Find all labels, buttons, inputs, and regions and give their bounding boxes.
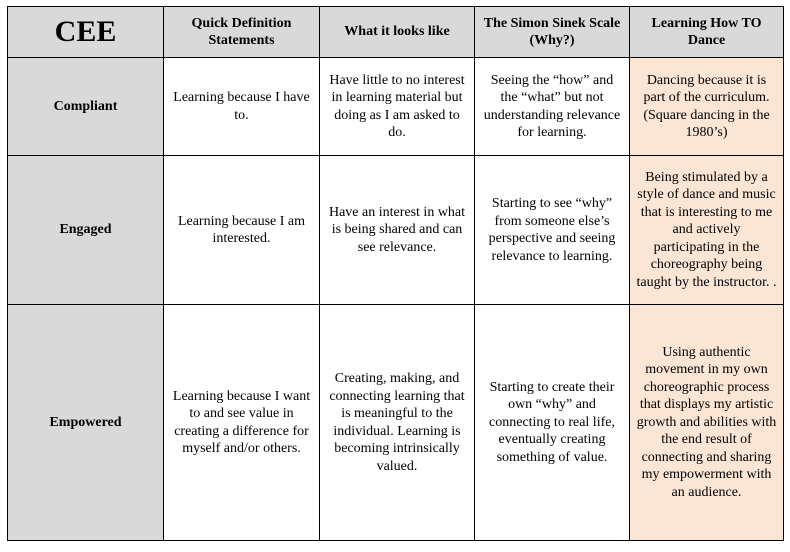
table-row-engaged — [8, 156, 784, 305]
column-header-sinek-scale: The Simon Sinek Scale (Why?) — [475, 7, 630, 58]
column-header-definition: Quick Definition Statements — [164, 7, 320, 58]
cell-sinek-engaged: Starting to see “why” from someone else’s perspective and seeing relevance to learning. — [475, 156, 630, 305]
cell-definition-compliant: Learning because I have to. — [164, 58, 320, 156]
row-label-empowered: Empowered — [8, 305, 164, 541]
header-row — [8, 7, 784, 58]
cell-dance-empowered: Using authentic movement in my own choreographic process that displays my artistic growth and abilities with the end result of connecting and sharing my empowerment with an audience. — [630, 305, 784, 541]
cell-dance-compliant: Dancing because it is part of the curriculum. (Square dancing in the 1980’s) — [630, 58, 784, 156]
cell-definition-empowered: Learning because I want to and see value in creating a difference for myself and/or others. — [164, 305, 320, 541]
row-label-engaged: Engaged — [8, 156, 164, 305]
cell-dance-engaged: Being stimulated by a style of dance and music that is interesting to me and actively participating in the choreography being taught by the instructor. . — [630, 156, 784, 305]
cee-table — [7, 6, 784, 541]
table-row-compliant — [8, 58, 784, 156]
cell-sinek-compliant: Seeing the “how” and the “what” but not understanding relevance for learning. — [475, 58, 630, 156]
row-label-compliant: Compliant — [8, 58, 164, 156]
cell-looks-like-empowered: Creating, making, and connecting learning that is meaningful to the individual. Learning is becoming intrinsically valued. — [320, 305, 475, 541]
cell-looks-like-compliant: Have little to no interest in learning material but doing as I am asked to do. — [320, 58, 475, 156]
cell-sinek-empowered: Starting to create their own “why” and connecting to real life, eventually creating something of value. — [475, 305, 630, 541]
cell-definition-engaged: Learning because I am interested. — [164, 156, 320, 305]
table-title: CEE — [8, 7, 164, 58]
column-header-dance: Learning How TO Dance — [630, 7, 784, 58]
column-header-looks-like: What it looks like — [320, 7, 475, 58]
table-row-empowered — [8, 305, 784, 541]
cell-looks-like-engaged: Have an interest in what is being shared and can see relevance. — [320, 156, 475, 305]
